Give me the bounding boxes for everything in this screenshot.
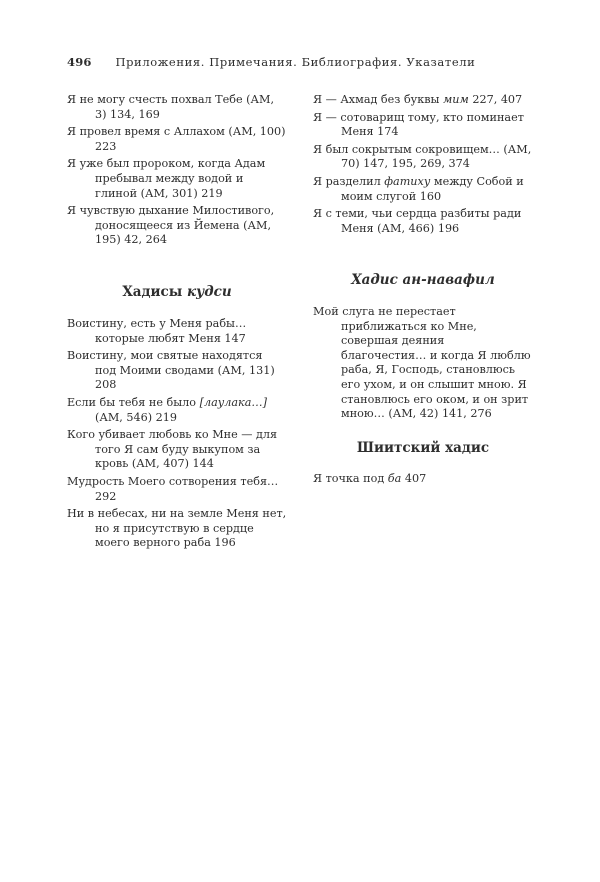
running-title: Приложения. Примечания. Библиография. Указатели — [115, 55, 476, 69]
index-entry: Я с теми, чьи сердца разбиты ради Меня (АМ, 466) 196 — [313, 207, 522, 235]
index-entry: Я — Ахмад без буквы мим 227, 407 — [313, 93, 523, 106]
page-number: 496 — [67, 55, 92, 69]
index-entry: Если бы тебя не было [лаулака…] (АМ, 546) 219 — [67, 395, 267, 424]
page-header — [67, 55, 475, 69]
nawafil-entries — [313, 305, 533, 425]
index-entry: Я провел время с Аллахом (АМ, 100) 223 — [67, 125, 286, 153]
index-entry: Ни в небесах, ни на земле Меня нет, но я присутствую в сердце моего верного раба 196 — [67, 507, 287, 550]
left-column-top — [67, 93, 287, 251]
section-heading-shia: Шиитский хадис — [356, 440, 490, 456]
right-column-top — [313, 93, 533, 239]
index-entry: Я чувствую дыхание Милостивого, доносящееся из Йемена (АМ, 195) 42, 264 — [67, 204, 275, 247]
index-entry: Я разделил фатиху между Собой и моим слугой 160 — [313, 174, 524, 203]
kudsi-entries — [67, 317, 287, 554]
index-entry: Мой слуга не перестает приближаться ко Мне, совершая деяния благочестия… и когда Я люблю раба, Я, Господь, становлюсь его ухом, и он слышит мною. Я становлюсь его оком, и он зрит мною… (АМ, 42) 141, 276 — [313, 305, 531, 421]
index-entry: Я точка под ба 407 — [313, 472, 427, 485]
index-entry: Воистину, мои святые находятся под Моими сводами (АМ, 131) 208 — [67, 349, 275, 392]
shia-entries — [313, 472, 533, 490]
index-entry: Воистину, есть у Меня рабы… которые любят Меня 147 — [67, 317, 247, 345]
index-entry: Кого убивает любовь ко Мне — для того Я сам буду выкупом за кровь (АМ, 407) 144 — [67, 428, 278, 471]
index-entry: Я уже был пророком, когда Адам пребывал между водой и глиной (АМ, 301) 219 — [67, 157, 266, 200]
index-entry: Я был сокрытым сокровищем… (АМ, 70) 147, 195, 269, 374 — [313, 142, 532, 171]
index-entry: Я не могу счесть похвал Тебе (АМ, 3) 134, 169 — [67, 93, 275, 121]
index-entry: Я — сотоварищ тому, кто поминает Меня 174 — [313, 110, 524, 139]
section-heading-nawafil: Хадис ан-навафил — [351, 272, 495, 288]
section-heading-kudsi: Хадисы кудси — [122, 284, 232, 300]
index-entry: Мудрость Моего сотворения тебя… 292 — [67, 474, 279, 503]
